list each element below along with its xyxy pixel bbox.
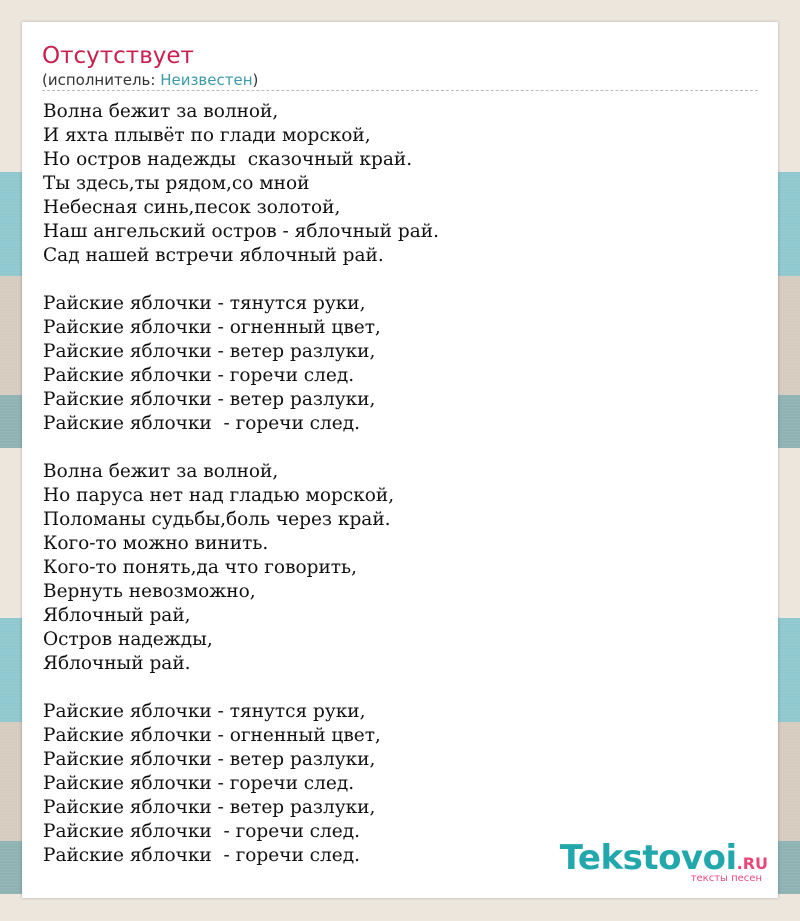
lyric-line: Но остров надежды сказочный край.	[43, 149, 413, 170]
lyric-line: Райские яблочки - горечи след.	[43, 773, 355, 794]
lyrics-card	[22, 22, 778, 898]
lyric-line	[43, 436, 439, 460]
lyric-line: Райские яблочки - горечи след.	[43, 845, 361, 866]
lyric-line: Райские яблочки - ветер разлуки,	[43, 749, 376, 770]
lyric-line: Райские яблочки - горечи след.	[43, 413, 361, 434]
artist-link[interactable]: Неизвестен	[160, 71, 253, 89]
lyric-line: Небесная синь,песок золотой,	[43, 197, 341, 218]
title-divider	[42, 90, 758, 91]
lyric-line: Райские яблочки - огненный цвет,	[43, 317, 381, 338]
lyric-line	[43, 268, 439, 292]
logo-tld: .RU	[736, 854, 768, 873]
lyric-line: Райские яблочки - горечи след.	[43, 821, 361, 842]
lyric-line: Райские яблочки - горечи след.	[43, 365, 355, 386]
lyric-line: Волна бежит за волной,	[43, 461, 279, 482]
artist-line	[42, 70, 258, 90]
artist-suffix: )	[252, 71, 259, 89]
lyric-line: Но паруса нет над гладью морской,	[43, 485, 395, 506]
lyrics-text	[43, 100, 439, 868]
song-title: Отсутствует	[42, 43, 194, 69]
site-logo[interactable]	[559, 838, 768, 886]
lyric-line: Сад нашей встречи яблочный рай.	[43, 245, 384, 266]
lyric-line: Райские яблочки - огненный цвет,	[43, 725, 381, 746]
lyric-line: Яблочный рай.	[43, 653, 191, 674]
logo-name: Tekstovoi	[559, 838, 737, 878]
lyric-line: Наш ангельский остров - яблочный рай.	[43, 221, 439, 242]
lyric-line: Волна бежит за волной,	[43, 101, 279, 122]
lyric-line: Ты здесь,ты рядом,со мной	[43, 173, 310, 194]
lyric-line: Райские яблочки - тянутся руки,	[43, 293, 366, 314]
lyric-line: Яблочный рай,	[43, 605, 191, 626]
lyric-line: И яхта плывёт по глади морской,	[43, 125, 371, 146]
logo-tagline: тексты песен	[690, 873, 762, 884]
lyric-line: Вернуть невозможно,	[43, 581, 256, 602]
lyric-line: Остров надежды,	[43, 629, 213, 650]
lyric-line: Кого-то понять,да что говорить,	[43, 557, 357, 578]
lyric-line: Райские яблочки - ветер разлуки,	[43, 797, 376, 818]
artist-prefix: (исполнитель:	[42, 71, 161, 89]
lyric-line: Кого-то можно винить.	[43, 533, 269, 554]
lyric-line: Райские яблочки - ветер разлуки,	[43, 341, 376, 362]
lyric-line: Поломаны судьбы,боль через край.	[43, 509, 391, 530]
lyric-line: Райские яблочки - тянутся руки,	[43, 701, 366, 722]
lyric-line	[43, 676, 439, 700]
lyric-line: Райские яблочки - ветер разлуки,	[43, 389, 376, 410]
